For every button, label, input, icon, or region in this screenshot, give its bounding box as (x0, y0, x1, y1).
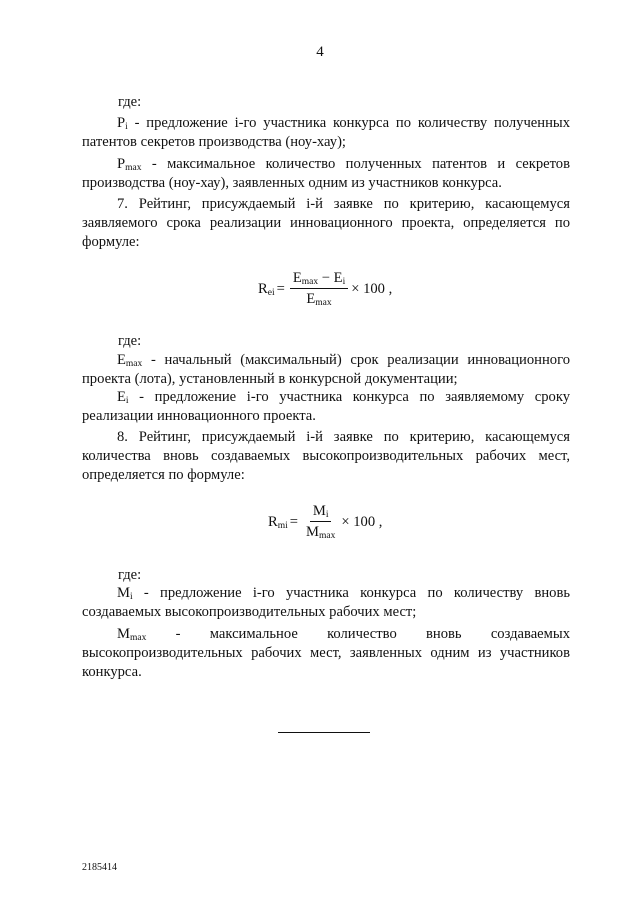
definition-p-i (82, 114, 570, 152)
definition-text: - предложение i-го участника конкурса по заявляемому сроку реализации инновационного проекта. (82, 389, 570, 424)
equals-sign: = (289, 513, 298, 530)
equals-sign: = (276, 280, 285, 297)
fraction (290, 270, 348, 308)
definition-text: - максимальное количество полученных патентов и секретов производства (ноу-хау), заявленных одним из участников конкурса. (82, 156, 570, 191)
where-label-1: где: (118, 94, 142, 110)
symbol: M (117, 626, 130, 642)
definition-p-max (82, 155, 570, 193)
subscript: max (129, 633, 147, 643)
definition-text: - начальный (максимальный) срок реализации инновационного проекта (лота), установленный в конкурсной документации; (82, 352, 570, 387)
fraction-numerator: $E_{max} - E_i$ (290, 270, 348, 289)
subscript: i (125, 122, 128, 132)
paragraph-item-8: 8. Рейтинг, присуждаемый i-й заявке по критерию, касающемуся количества вновь создаваемых высокопроизводительных рабочих мест, определяется по формуле: (82, 429, 570, 483)
formula-tail: × 100 , (341, 513, 383, 530)
formula-rating-term (258, 270, 392, 308)
where-label-2: где: (118, 333, 142, 349)
subscript: i (129, 592, 133, 602)
fraction-denominator: $E_{max}$ (306, 291, 332, 308)
fraction (303, 503, 338, 541)
symbol: M (117, 585, 130, 601)
closing-rule (278, 732, 370, 733)
definition-text: - максимальное количество вновь создаваемых высокопроизводительных рабочих мест, заявленных одним из участников конкурса. (82, 626, 570, 680)
fraction-numerator: $M_i$ (310, 503, 332, 522)
page-number: 4 (316, 44, 324, 60)
formula-lhs: $R_{ei}$ (258, 280, 275, 298)
definition-text: - предложение i-го участника конкурса по количеству полученных патентов секретов производства (ноу-хау); (82, 115, 570, 150)
fraction-denominator: $M_{max}$ (306, 524, 336, 541)
document-id: 2185414 (82, 862, 117, 873)
definition-e-i (82, 388, 570, 426)
subscript: max (125, 163, 142, 173)
definition-e-max (82, 351, 570, 389)
subscript: max (125, 359, 143, 369)
symbol: P (117, 115, 126, 131)
formula-lhs: $R_{mi}$ (268, 513, 288, 531)
definition-text: - предложение i-го участника конкурса по количеству вновь создаваемых высокопроизводительных рабочих мест; (82, 585, 570, 620)
symbol: E (117, 389, 126, 405)
symbol: E (117, 352, 126, 368)
formula-tail: × 100 , (351, 280, 393, 297)
where-label-3: где: (118, 567, 142, 583)
symbol: P (117, 156, 126, 172)
paragraph-item-7: 7. Рейтинг, присуждаемый i-й заявке по критерию, касающемуся заявляемого срока реализации инновационного проекта, определяется по формуле: (82, 196, 570, 250)
subscript: i (125, 396, 129, 406)
formula-rating-jobs (268, 503, 382, 541)
definition-m-i (82, 584, 570, 622)
definition-m-max (82, 625, 570, 682)
